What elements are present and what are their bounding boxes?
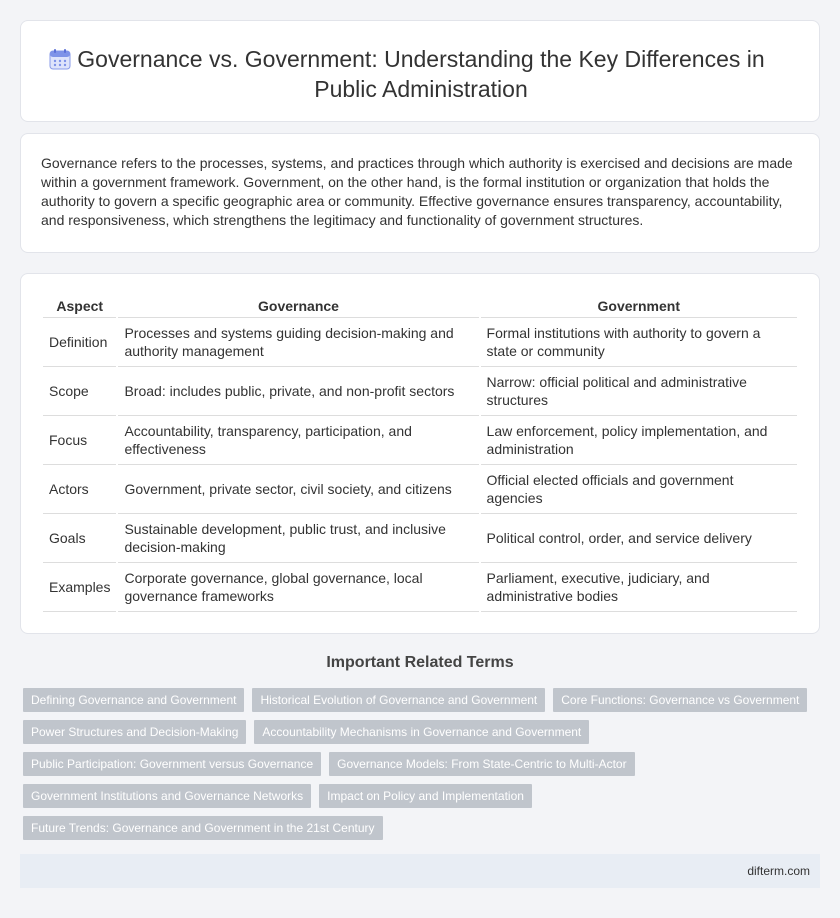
comparison-card: [20, 273, 820, 634]
cell-governance: Broad: includes public, private, and non-profit sectors: [118, 367, 478, 416]
cell-government: Formal institutions with authority to govern a state or community: [481, 318, 797, 367]
related-term-link[interactable]: Future Trends: Governance and Government in the 21st Century: [23, 816, 383, 840]
table-row: [43, 318, 797, 367]
column-header-aspect: Aspect: [43, 294, 116, 318]
related-term-link[interactable]: Public Participation: Government versus Governance: [23, 752, 321, 776]
cell-government: Narrow: official political and administrative structures: [481, 367, 797, 416]
related-terms-heading: Important Related Terms: [326, 654, 514, 671]
cell-government: Parliament, executive, judiciary, and administrative bodies: [481, 563, 797, 612]
cell-aspect: Scope: [43, 367, 116, 416]
cell-governance: Sustainable development, public trust, and inclusive decision-making: [118, 514, 478, 563]
intro-paragraph: Governance refers to the processes, systems, and practices through which authority is exercised and decisions are made within a government framework. Government, on the other hand, is the formal institution or organization that holds the authority to govern a specific geographic area or community. Effective governance ensures transparency, accountability, and responsiveness, which strengthens the legitimacy and functionality of government structures.: [41, 155, 793, 228]
header-card: [20, 20, 820, 122]
page-title: Governance vs. Government: Understanding the Key Differences in Public Administration: [77, 46, 765, 102]
footer-site-link[interactable]: difterm.com: [747, 864, 810, 878]
column-header-governance: Governance: [118, 294, 478, 318]
cell-aspect: Goals: [43, 514, 116, 563]
related-term-link[interactable]: Accountability Mechanisms in Governance and Government: [254, 720, 589, 744]
related-term-link[interactable]: Core Functions: Governance vs Government: [553, 688, 807, 712]
cell-aspect: Actors: [43, 465, 116, 514]
table-row: [43, 416, 797, 465]
cell-aspect: Examples: [43, 563, 116, 612]
table-header-row: [43, 294, 797, 318]
related-term-link[interactable]: Defining Governance and Government: [23, 688, 244, 712]
related-term-link[interactable]: Governance Models: From State-Centric to Multi-Actor: [329, 752, 634, 776]
cell-government: Official elected officials and government agencies: [481, 465, 797, 514]
related-term-link[interactable]: Power Structures and Decision-Making: [23, 720, 246, 744]
cell-governance: Accountability, transparency, participation, and effectiveness: [118, 416, 478, 465]
related-term-link[interactable]: Historical Evolution of Governance and Government: [252, 688, 545, 712]
cell-governance: Government, private sector, civil society, and citizens: [118, 465, 478, 514]
cell-governance: Corporate governance, global governance, local governance frameworks: [118, 563, 478, 612]
comparison-table: [41, 294, 799, 612]
table-row: [43, 465, 797, 514]
table-row: [43, 563, 797, 612]
intro-card: [20, 133, 820, 253]
cell-aspect: Focus: [43, 416, 116, 465]
related-terms-list: [23, 688, 823, 848]
related-term-link[interactable]: Government Institutions and Governance Networks: [23, 784, 311, 808]
cell-government: Political control, order, and service delivery: [481, 514, 797, 563]
column-header-government: Government: [481, 294, 797, 318]
cell-aspect: Definition: [43, 318, 116, 367]
cell-government: Law enforcement, policy implementation, and administration: [481, 416, 797, 465]
related-term-link[interactable]: Impact on Policy and Implementation: [319, 784, 532, 808]
table-row: [43, 367, 797, 416]
footer: [20, 854, 820, 888]
table-row: [43, 514, 797, 563]
cell-governance: Processes and systems guiding decision-making and authority management: [118, 318, 478, 367]
